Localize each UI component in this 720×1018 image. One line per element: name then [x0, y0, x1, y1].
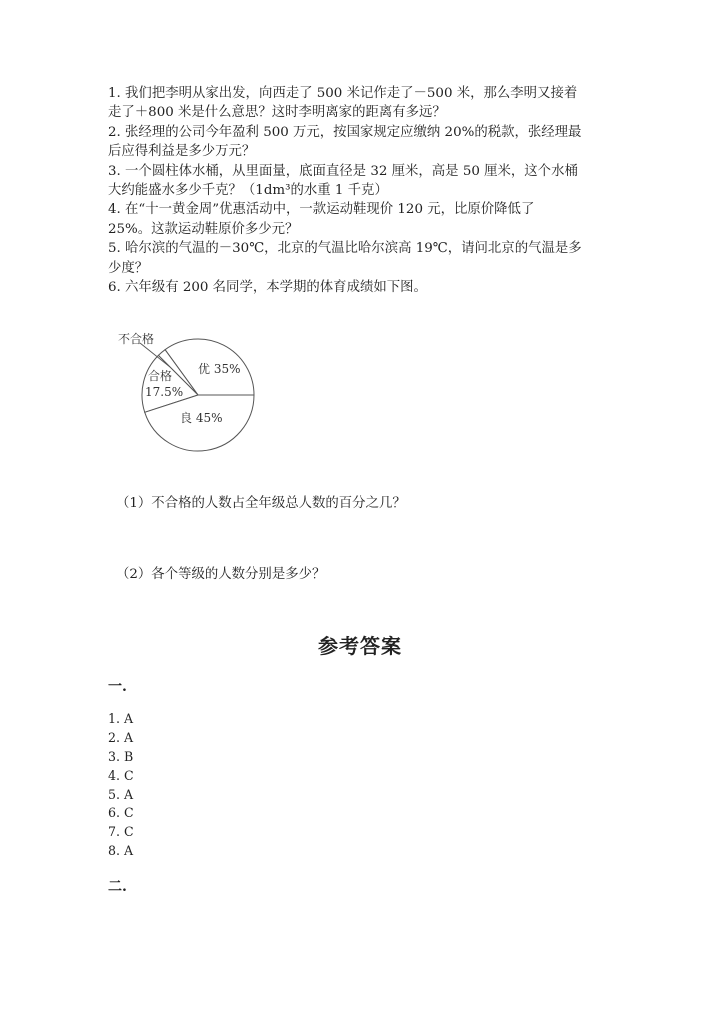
- answer-item: 8. A: [108, 843, 134, 859]
- subquestion-2: （2）各个等级的人数分别是多少？: [116, 567, 326, 582]
- problem-6-line-1: 6. 六年级有 200 名同学，本学期的体育成绩如下图。: [108, 280, 427, 296]
- answer-list: [108, 710, 134, 861]
- answer-item: 2. A: [108, 729, 134, 745]
- pie-label-pass-value: 17.5%: [145, 385, 184, 399]
- pie-chart-svg: [108, 322, 268, 462]
- problem-1-line-2: 走了＋800 米是什么意思？这时李明离家的距离有多远？: [108, 105, 446, 121]
- answer-item: 1. A: [108, 711, 134, 726]
- pie-chart: [108, 322, 268, 462]
- pie-label-good: 良 45%: [180, 411, 223, 425]
- answer-title: 参考答案: [318, 634, 402, 658]
- answer-item: 5. A: [108, 786, 134, 802]
- problem-3-line-1: 3. 一个圆柱体水桶，从里面量，底面直径是 32 厘米，高是 50 厘米，这个水桶: [108, 163, 578, 179]
- answer-section-2: 二.: [108, 879, 127, 895]
- problem-5-line-1: 5. 哈尔滨的气温的－30℃，北京的气温比哈尔滨高 19℃，请问北京的气温是多: [108, 241, 582, 257]
- problem-2-line-1: 2. 张经理的公司今年盈利 500 万元，按国家规定应缴纳 20%的税款，张经理最: [108, 124, 582, 140]
- pie-label-pass-name: 合格: [148, 369, 173, 383]
- pie-label-fail: 不合格: [118, 332, 155, 346]
- subquestion-1: （1）不合格的人数占全年级总人数的百分之几？: [116, 496, 406, 511]
- problem-list: [108, 84, 620, 297]
- problem-4-line-1: 4. 在“十一黄金周”优惠活动中，一款运动鞋现价 120 元，比原价降低了: [108, 202, 535, 218]
- problem-2-line-2: 后应得利益是多少万元？: [108, 144, 256, 160]
- problem-4-line-2: 25%。这款运动鞋原价多少元？: [108, 221, 299, 237]
- answer-item: 3. B: [108, 748, 134, 764]
- answer-item: 7. C: [108, 824, 134, 840]
- problem-3-line-2: 大约能盛水多少千克？（1dm³的水重 1 千克）: [108, 183, 388, 199]
- answer-item: 4. C: [108, 767, 134, 783]
- answer-item: 6. C: [108, 805, 134, 821]
- answer-section-1: 一.: [108, 679, 127, 695]
- pie-label-excellent: 优 35%: [198, 362, 241, 376]
- problem-5-line-2: 少度？: [108, 260, 149, 276]
- problem-1-line-1: 1. 我们把李明从家出发，向西走了 500 米记作走了－500 米，那么李明又接着: [108, 86, 578, 101]
